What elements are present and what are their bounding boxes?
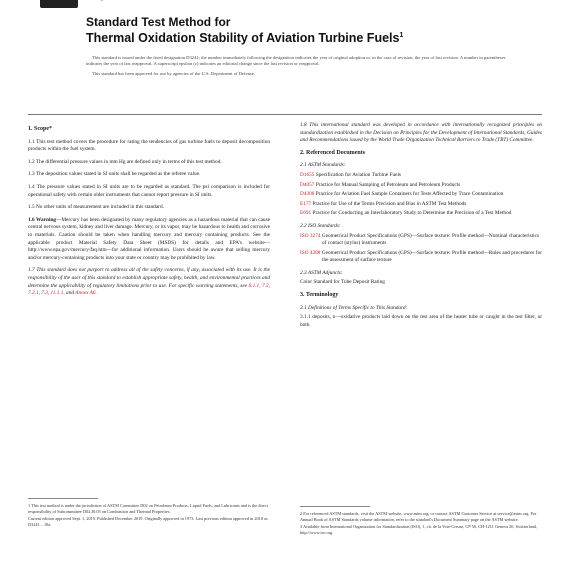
- warning-label: 1.6 Warning: [28, 216, 57, 223]
- referenced-documents-heading: 2. Referenced Documents: [300, 149, 366, 156]
- title-footnote-mark: 1: [399, 32, 404, 39]
- section-1-3: 1.3 The deposition values stated in SI units shall be regarded as the referee value.: [28, 171, 201, 178]
- section-1-5: 1.5 No other units of measurement are included in this standard.: [28, 204, 164, 211]
- footnote-1-edition: Current edition approved Sept. 1, 2019. Published December 2019. Originally approved in 1973. Last previous edition approved in 2018 as D3241 – 18a.: [28, 516, 268, 527]
- ref-title: Practice for Manual Sampling of Petroleum and Petroleum Products: [315, 181, 461, 188]
- astm-standards-heading: 2.1 ASTM Standards:: [300, 162, 346, 169]
- right-footnote-rule: [300, 506, 370, 507]
- ref-title: Practice for Conducting an Interlaboratory Study to Determine the Precision of a Test Method: [312, 210, 512, 217]
- ref-title: Practice for Aviation Fuel Sample Containers for Tests Affected by Trace Contamination: [315, 191, 504, 198]
- warning-text: —Mercury has been designated by many regulatory agencies as a hazardous material that can cause central nervous system, kidney and liver damage. Mercury, or its vapor, may be hazardous to health and corrosive to materials. Caution should be taken when handling mercury and mercury containing products. See the applicable product Material Safety Data Sheet (MSDS) for details and EPA's website—http://www.epa.gov/mercury/faq.htm—for additional information. Users should be aware that selling mercury and/or mercury-containing products into your state or country may be prohibited by law.: [28, 216, 270, 261]
- iso-code-link[interactable]: ISO 4288: [300, 249, 321, 256]
- title-line-2: [86, 29, 526, 45]
- section-1-8: 1.8 This international standard was developed in accordance with internationally recognized principles on standardization established in the Decision on Principles for the Development of International Standards, Guides and Recommendations issued by the World Trade Organization Technical Barriers to Trade (TBT) Committee.: [300, 122, 542, 144]
- notice-paragraph-2: This standard has been approved for use by agencies of the U.S. Department of Defense.: [92, 71, 255, 76]
- ref-code-link[interactable]: E177: [300, 200, 312, 207]
- section-1-1: 1.1 This test method covers the procedure for rating the tendencies of gas turbine fuels to deposit decomposition products within the fuel system.: [28, 138, 270, 153]
- left-footnote-rule: [28, 498, 98, 499]
- safety-refs-link[interactable]: 6.1.1, 7.2, 7.2.1, 7.3, 11.1.1,: [28, 282, 270, 297]
- footnote-1: 1 This test method is under the jurisdiction of ASTM Committee D02 on Petroleum Products, Liquid Fuels, and Lubricants and is the direct responsibility of Subcommittee D02.J0.03 on Combustion and Thermal Properties.: [28, 503, 269, 514]
- iso-title: Geometrical Product Specifications (GPS)—Surface texture: Profile method—Rules and procedures for the assessment of surface texture: [321, 249, 542, 264]
- ref-item: [300, 210, 542, 218]
- designation-line: [86, 0, 516, 8]
- ref-code-link[interactable]: D4306: [300, 191, 315, 198]
- ref-code-link[interactable]: D1655: [300, 171, 315, 178]
- scope-heading: 1. Scope*: [28, 126, 52, 132]
- iso-title: Geometrical Product Specifications (GPS)—Surface texture: Profile method—Nominal characteristics of contact (stylus) instruments: [321, 232, 540, 247]
- section-3-1: 3.1 Definitions of Terms Specific to This Standard:: [300, 304, 408, 311]
- ref-item: [300, 201, 542, 209]
- footnote-2: 2 For referenced ASTM standards, visit the ASTM website, www.astm.org, or contact ASTM Customer Service at service@astm.org. For Annual Book of ASTM Standards volume information, refer to the standard's Document Summary page on the ASTM website.: [300, 511, 537, 522]
- ref-item: [300, 191, 542, 199]
- issuance-notice: [86, 55, 522, 81]
- section-3-1-1: 3.1.1 deposits, n—oxidative products laid down on the test area of the heater tube or caught in the test filter, or both.: [300, 314, 542, 328]
- title-text: Thermal Oxidation Stability of Aviation Turbine Fuels: [86, 31, 400, 46]
- adjunct-item: Color Standard for Tube Deposit Rating: [300, 278, 385, 285]
- iso-ref-item: [300, 250, 542, 265]
- right-footnotes: [300, 511, 542, 537]
- left-footnotes: [28, 503, 270, 529]
- astm-adjuncts-heading: 2.3 ASTM Adjuncts:: [300, 269, 343, 276]
- ref-title: Practice for Use of the Terms Precision and Bias in ASTM Test Methods: [312, 200, 467, 207]
- ref-item: [300, 182, 542, 190]
- title-line-1: Standard Test Method for: [86, 15, 231, 29]
- section-1-6: [28, 217, 270, 263]
- section-1-7: [28, 267, 270, 297]
- astm-logo: [40, 0, 78, 8]
- left-column: [28, 122, 270, 303]
- annex-link[interactable]: Annex A6.: [75, 290, 97, 297]
- terminology-heading: 3. Terminology: [300, 292, 339, 299]
- safety-text: 1.7 This standard does not purport to address all of the safety concerns, if any, associated with its use. It is the responsibility of the user of this standard to establish appropriate safety, health, and environmental practices and determine the applicability of regulatory limitations prior to use. For specific warning statements, see: [28, 267, 270, 289]
- safety-and: and: [66, 290, 74, 297]
- iso-standards-heading: 2.2 ISO Standards:: [300, 222, 341, 229]
- notice-paragraph-1: This standard is issued under the fixed designation D3241; the number immediately following the designation indicates the year of original adoption or, in the case of revision, the year of last revision. A number in parentheses indicates the year of last reapproval. A superscript epsilon (ε) indicates an editorial change since the last revision or reapproval.: [86, 55, 506, 66]
- header-divider: [28, 114, 542, 115]
- ref-code-link[interactable]: E691: [300, 210, 312, 217]
- footnote-3: 3 Available from International Organization for Standardization (ISO), 1, ch. de la Voie-Creuse, CP 56, CH-1211 Geneva 20, Switzerland, http://www.iso.org.: [300, 524, 538, 535]
- section-1-2: 1.2 The differential pressure values in mm Hg are defined only in terms of this test method.: [28, 158, 222, 165]
- ref-item: [300, 172, 542, 180]
- ref-title: Specification for Aviation Turbine Fuels: [315, 171, 401, 178]
- right-column: [300, 122, 542, 334]
- iso-ref-item: [300, 233, 542, 248]
- iso-code-link[interactable]: ISO 3274: [300, 232, 321, 239]
- document-title: [86, 15, 526, 45]
- ref-code-link[interactable]: D4057: [300, 181, 315, 188]
- section-1-4: 1.4 The pressure values stated in SI units are to be regarded as standard. The psi comparison is included for operational safety with certain older instruments that cannot report pressure in SI units.: [28, 183, 270, 198]
